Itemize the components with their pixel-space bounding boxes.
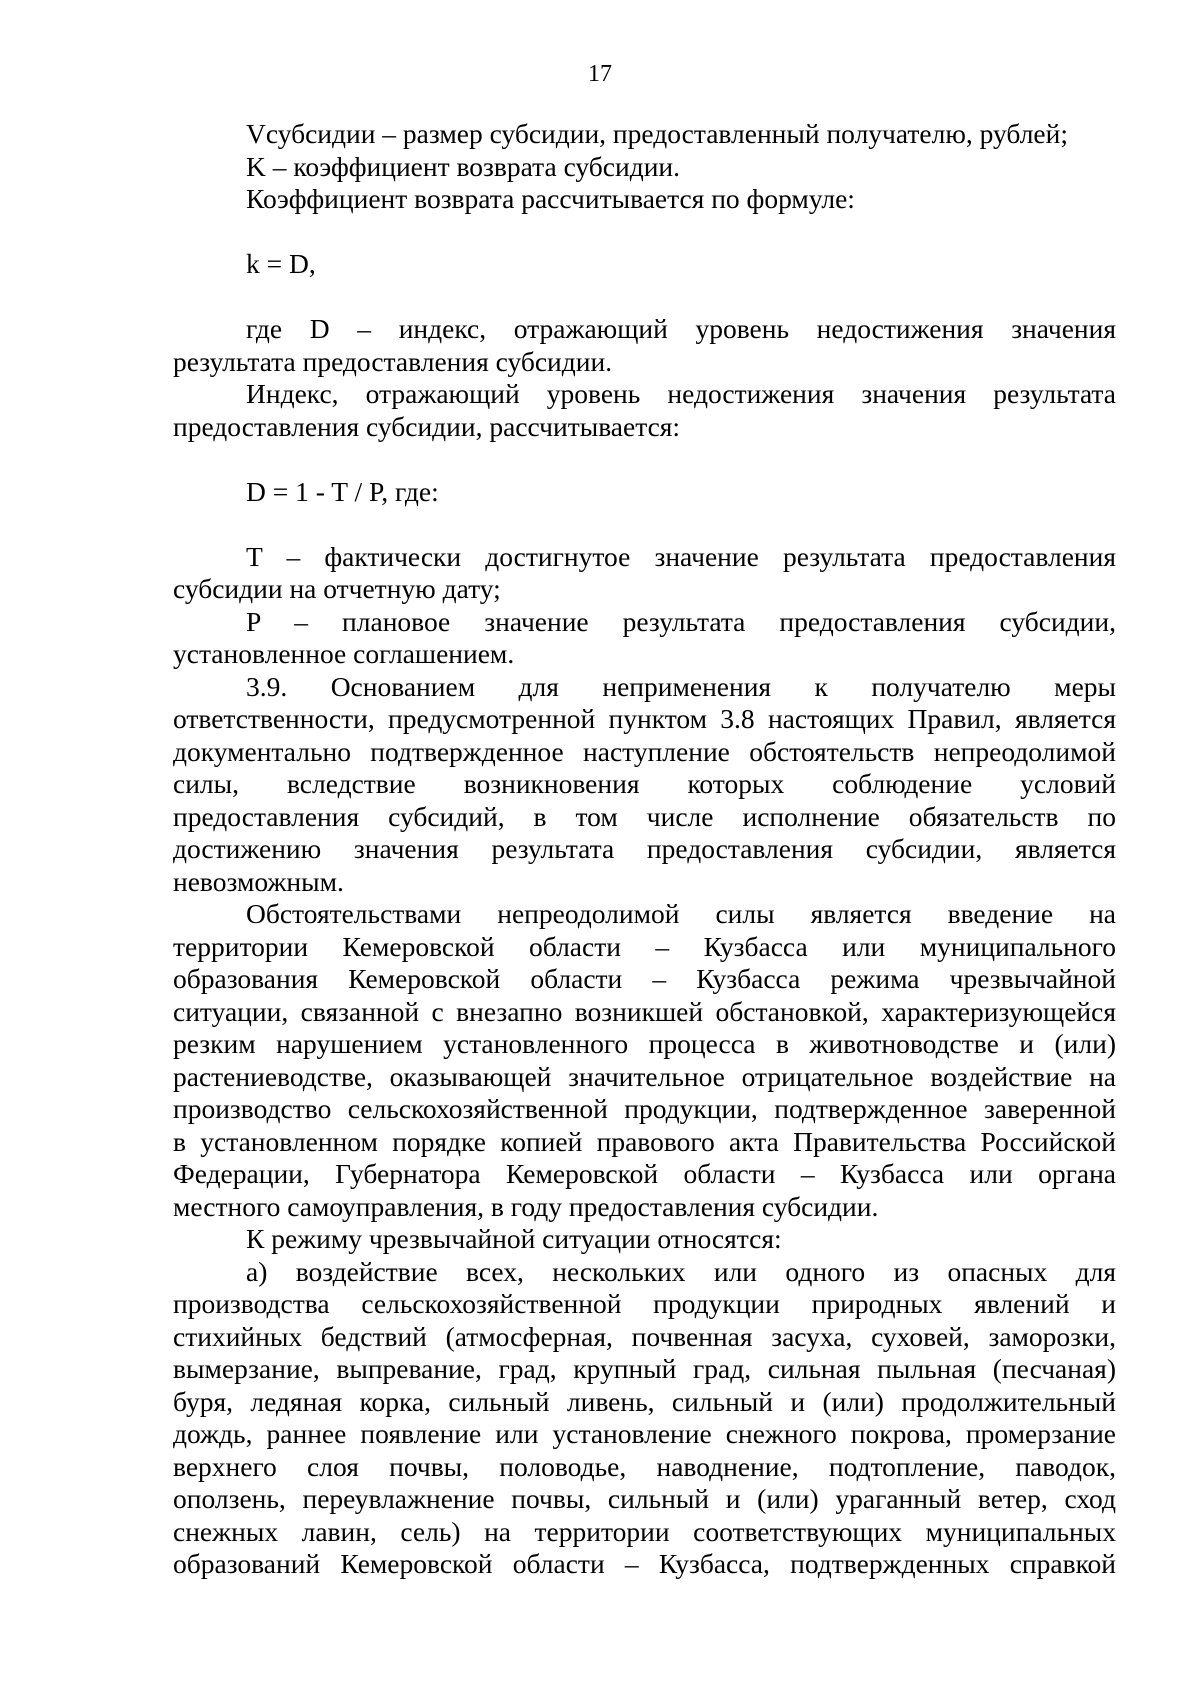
text-line: территории Кемеровской области – Кузбасса или муниципального (173, 930, 1116, 962)
text-line: верхнего слоя почвы, половодье, наводнение, подтопление, паводок, (173, 1450, 1116, 1482)
text-line: 3.9. Основанием для неприменения к получателю меры (246, 670, 1116, 702)
text-line: а) воздействие всех, нескольких или одного из опасных для (246, 1255, 1116, 1287)
text-line: К режиму чрезвычайной ситуации относятся: (246, 1223, 782, 1254)
blank-line (173, 281, 1116, 314)
blank-line (173, 216, 1116, 249)
blank-line (173, 508, 1116, 541)
text-line: достижению значения результата предоставления субсидии, является (173, 833, 1116, 864)
blank-line (173, 443, 1116, 476)
text-line: Vсубсидии – размер субсидии, предоставленный получателю, рублей; (246, 118, 1068, 149)
text-line: производства сельскохозяйственной продукции природных явлений и (173, 1288, 1116, 1319)
text-line: в установленном порядке копией правового акта Правительства Российской (173, 1125, 1116, 1157)
text-line: предоставления субсидии, рассчитывается: (173, 410, 681, 442)
text-line: предоставления субсидий, в том числе исполнение обязательств по (173, 800, 1116, 832)
text-line: k = D, (246, 248, 316, 279)
text-line: Коэффициент возврата рассчитывается по формуле: (246, 183, 855, 214)
text-line: стихийных бедствий (атмосферная, почвенная засуха, суховей, заморозки, (173, 1320, 1116, 1352)
text-line: образований Кемеровской области – Кузбасса, подтвержденных справкой (173, 1548, 1116, 1579)
text-line: ответственности, предусмотренной пунктом 3.8 настоящих Правил, является (173, 703, 1116, 734)
text-line: силы, вследствие возникновения которых соблюдение условий (173, 768, 1116, 799)
text-line: документально подтвержденное наступление обстоятельств непреодолимой (173, 735, 1116, 767)
text-line: растениеводстве, оказывающей значительное отрицательное воздействие на (173, 1060, 1116, 1092)
text-line: установленное соглашением. (173, 638, 515, 669)
text-line: буря, ледяная корка, сильный ливень, сильный и (или) продолжительный (173, 1385, 1116, 1417)
document-body (173, 118, 1116, 1581)
text-line: субсидии на отчетную дату; (173, 573, 501, 604)
text-line: оползень, переувлажнение почвы, сильный и (или) ураганный ветер, сход (173, 1483, 1116, 1514)
page-number: 17 (588, 61, 612, 87)
text-line: результата предоставления субсидии. (173, 345, 613, 377)
text-line: снежных лавин, сель) на территории соответствующих муниципальных (173, 1515, 1116, 1547)
text-line: Федерации, Губернатора Кемеровской области – Кузбасса или органа (173, 1158, 1116, 1189)
text-line: T – фактически достигнутое значение результата предоставления (246, 540, 1116, 572)
text-line: P – плановое значение результата предоставления субсидии, (246, 605, 1116, 637)
text-line: ситуации, связанной с внезапно возникшей обстановкой, характеризующейся (173, 995, 1116, 1027)
text-line: D = 1 - T / P, где: (246, 475, 439, 507)
text-line: K – коэффициент возврата субсидии. (246, 150, 681, 182)
text-line: производство сельскохозяйственной продукции, подтвержденное заверенной (173, 1093, 1116, 1124)
text-line: Обстоятельствами непреодолимой силы является введение на (246, 898, 1116, 929)
text-line: резким нарушением установленного процесса в животноводстве и (или) (173, 1028, 1116, 1059)
text-line: невозможным. (173, 865, 344, 897)
text-line: где D – индекс, отражающий уровень недостижения значения (246, 313, 1116, 344)
text-line: местного самоуправления, в году предоставления субсидии. (173, 1190, 879, 1222)
text-line: образования Кемеровской области – Кузбасса режима чрезвычайной (173, 963, 1116, 994)
text-line: вымерзание, выпревание, град, крупный град, сильная пыльная (песчаная) (173, 1353, 1116, 1384)
text-line: дождь, раннее появление или установление снежного покрова, промерзание (173, 1418, 1116, 1449)
text-line: Индекс, отражающий уровень недостижения значения результата (246, 378, 1116, 409)
